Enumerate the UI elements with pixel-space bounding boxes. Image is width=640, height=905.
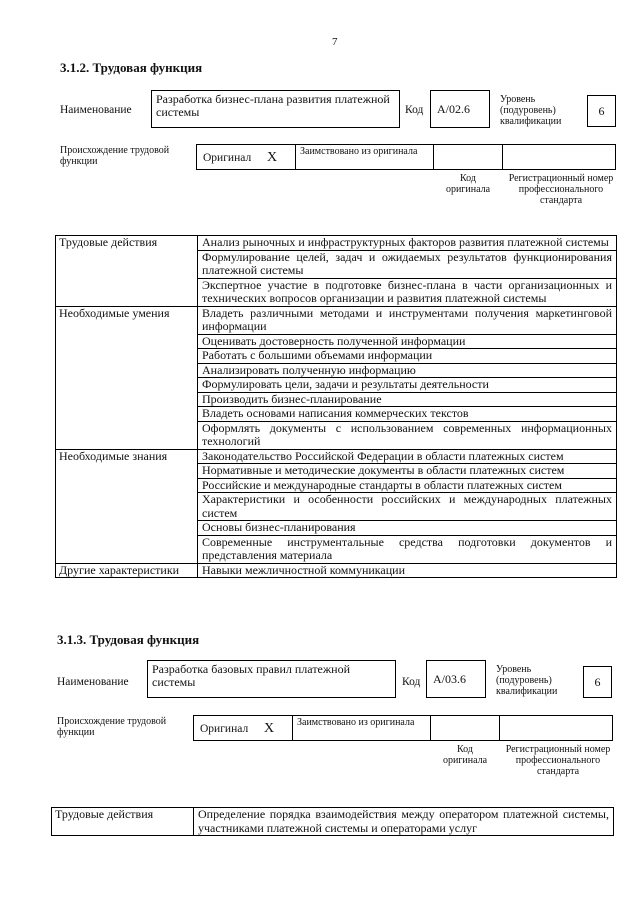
- table-cell: Производить бизнес-планирование: [198, 392, 617, 407]
- name-label: Наименование: [57, 676, 129, 688]
- table-row: [56, 306, 617, 334]
- table-cell: Современные инструментальные средства подготовки документов и представления материала: [198, 535, 617, 563]
- reg-number-caption: Регистрационный номер профессионального стандарта: [508, 173, 614, 206]
- borrowed-label: Заимствовано из оригинала: [300, 146, 418, 157]
- table-row: [52, 808, 614, 836]
- name-label: Наименование: [60, 104, 132, 116]
- origin-label: Происхождение трудовой функции: [57, 716, 167, 738]
- original-mark: X: [267, 150, 278, 165]
- level-value: 6: [598, 104, 605, 118]
- code-box: [426, 660, 486, 698]
- table-cell: Владеть различными методами и инструментами получения маркетинговой информации: [198, 306, 617, 334]
- level-box: [583, 666, 612, 698]
- page-number: 7: [332, 36, 338, 48]
- section-heading: 3.1.3. Трудовая функция: [57, 632, 200, 647]
- function-name-box: [147, 660, 396, 698]
- code-value: А/03.6: [433, 672, 466, 686]
- code-box: [430, 90, 490, 128]
- table-cell: Формулировать цели, задачи и результаты деятельности: [198, 378, 617, 393]
- level-label: Уровень (подуровень) квалификации: [500, 94, 562, 127]
- level-box: [587, 95, 616, 127]
- table-cell: Российские и международные стандарты в области платежных систем: [198, 478, 617, 493]
- table-cell: Оценивать достоверность полученной информации: [198, 334, 617, 349]
- row-label: Необходимые знания: [56, 449, 198, 563]
- table-cell: Характеристики и особенности российских и международных платежных систем: [198, 493, 617, 521]
- origin-label: Происхождение трудовой функции: [60, 145, 170, 167]
- function-name-box: [151, 90, 400, 128]
- row-label: Трудовые действия: [56, 236, 198, 307]
- original-label: Оригинал: [203, 152, 252, 164]
- row-label: Трудовые действия: [52, 808, 194, 836]
- borrowed-label: Заимствовано из оригинала: [297, 717, 415, 728]
- function-details-table: [55, 235, 617, 578]
- table-cell: Владеть основами написания коммерческих текстов: [198, 407, 617, 422]
- row-label: Другие характеристики: [56, 563, 198, 578]
- code-label: Код: [405, 104, 424, 116]
- table-row: [56, 449, 617, 464]
- origin-code-caption: Код оригинала: [445, 173, 491, 195]
- level-label: Уровень (подуровень) квалификации: [496, 664, 558, 697]
- table-cell: Анализировать полученную информацию: [198, 363, 617, 378]
- table-cell: Экспертное участие в подготовке бизнес-плана в части организационных и технических вопросов организации и развития платежной системы: [198, 278, 617, 306]
- table-cell: Основы бизнес-планирования: [198, 521, 617, 536]
- function-details-table: [51, 807, 614, 836]
- function-name: Разработка бизнес-плана развития платежной системы: [156, 92, 390, 119]
- level-value: 6: [594, 675, 601, 689]
- table-cell: Законодательство Российской Федерации в области платежных систем: [198, 449, 617, 464]
- table-row: [56, 563, 617, 578]
- table-cell: Определение порядка взаимодействия между оператором платежной системы, участниками платежной системы и операторами услуг: [194, 808, 614, 836]
- table-cell: Работать с большими объемами информации: [198, 349, 617, 364]
- table-cell: Оформлять документы с использованием современных информационных технологий: [198, 421, 617, 449]
- table-cell: Нормативные и методические документы в области платежных систем: [198, 464, 617, 479]
- reg-number-caption: Регистрационный номер профессионального стандарта: [505, 744, 611, 777]
- origin-code-caption: Код оригинала: [442, 744, 488, 766]
- code-label: Код: [402, 676, 421, 688]
- code-value: А/02.6: [437, 102, 470, 116]
- table-cell: Формулирование целей, задач и ожидаемых результатов функционирования платежной системы: [198, 250, 617, 278]
- table-cell: Анализ рыночных и инфраструктурных факторов развития платежной системы: [198, 236, 617, 251]
- section-heading: 3.1.2. Трудовая функция: [60, 60, 203, 75]
- row-label: Необходимые умения: [56, 306, 198, 449]
- original-mark: X: [264, 721, 275, 736]
- table-row: [56, 236, 617, 251]
- original-label: Оригинал: [200, 723, 249, 735]
- function-name: Разработка базовых правил платежной системы: [152, 662, 351, 689]
- table-cell: Навыки межличностной коммуникации: [198, 563, 617, 578]
